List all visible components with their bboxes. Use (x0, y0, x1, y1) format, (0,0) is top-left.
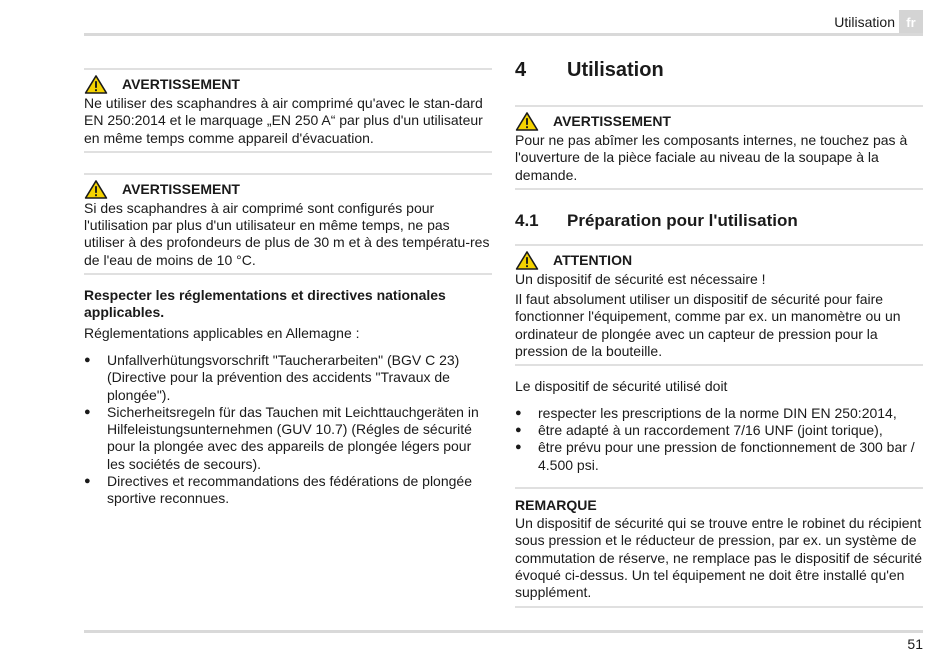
list-item: ● respecter les prescriptions de la norme DIN EN 250:2014, (515, 405, 923, 422)
right-column (515, 56, 923, 608)
note-text: Un dispositif de sécurité qui se trouve entre le robinet du récipient sous pression et le réducteur de pression, par ex. un système de commutation de réserve, ne remplace pas le dispositif de sécurité évoqué ci-dessus. Un tel équipement ne doit être installé qu'en supplément. (515, 515, 922, 601)
list-item: ● Unfallverhütungsvorschrift "Taucherarbeiten" (BGV C 23) (Directive pour la prévention des accidents "Travaux de plongée"). (84, 352, 492, 404)
warning-triangle-icon (84, 180, 108, 199)
device-requirements-list (515, 405, 923, 474)
warning-text: Ne utiliser des scaphandres à air comprimé qu'avec le stan-dard EN 250:2014 et le marquage „EN 250 A“ par plus d'un utilisateur en même temps comme appareil d'évacuation. (84, 95, 483, 146)
footer-rule (84, 630, 923, 633)
warning-text: Si des scaphandres à air comprimé sont configurés pour l'utilisation par plus d'un utilisateur en même temps, ne pas utiliser à des profondeurs de plus de 30 m et à des températu-res de l'eau de moins de 10 °C. (84, 199, 490, 268)
list-item: ● Directives et recommandations des fédérations de plongée sportive reconnues. (84, 473, 492, 508)
regulations-list (84, 352, 492, 508)
note-box (515, 487, 923, 608)
warning-triangle-icon (515, 112, 539, 131)
attention-line1: Un dispositif de sécurité est nécessaire ! (515, 270, 766, 287)
running-header-title: Utilisation (834, 14, 895, 30)
section-title: Préparation pour l'utilisation (567, 210, 798, 230)
left-column (84, 68, 492, 508)
note-title: REMARQUE (515, 496, 597, 513)
list-item: ● être adapté à un raccordement 7/16 UNF (joint torique), (515, 422, 923, 439)
chapter-title: Utilisation (567, 59, 664, 81)
warning-title: AVERTISSEMENT (122, 180, 240, 197)
warning-box-3 (515, 105, 923, 190)
attention-text: Il faut absolument utiliser un dispositif de sécurité pour faire fonctionner l'équipement, comme par ex. un manomètre ou un ordinateur de plongée avec un capteur de pression pour la pression de la bouteille. (515, 291, 901, 360)
warning-title: AVERTISSEMENT (553, 112, 671, 129)
header-rule (84, 33, 923, 36)
attention-box (515, 244, 923, 366)
chapter-number: 4 (515, 59, 527, 81)
device-intro: Le dispositif de sécurité utilisé doit (515, 378, 728, 395)
page-number: 51 (907, 636, 923, 652)
warning-triangle-icon (515, 251, 539, 270)
section-heading (515, 210, 923, 232)
language-badge: fr (899, 10, 923, 36)
warning-text: Pour ne pas abîmer les composants internes, ne touchez pas à l'ouverture de la pièce faciale au niveau de la soupape à la demande. (515, 132, 908, 183)
list-item: ● être prévu pour une pression de fonctionnement de 300 bar / 4.500 psi. (515, 439, 923, 474)
regulations-heading: Respecter les réglementations et directives nationales applicables. (84, 287, 446, 321)
warning-title: AVERTISSEMENT (122, 75, 240, 92)
regulations-intro: Réglementations applicables en Allemagne : (84, 324, 360, 341)
warning-triangle-icon (84, 75, 108, 94)
list-item: ● Sicherheitsregeln für das Tauchen mit Leichttauchgeräten in Hilfeleistungsunternehmen (GUV 10.7) (Régles de sécurité pour la plongée avec des appareils de plongée légers pour les sociétés de secours). (84, 404, 492, 473)
attention-title: ATTENTION (553, 251, 633, 268)
section-number: 4.1 (515, 210, 539, 230)
chapter-heading (515, 56, 923, 84)
warning-box-2 (84, 173, 492, 275)
warning-box-1 (84, 68, 492, 153)
